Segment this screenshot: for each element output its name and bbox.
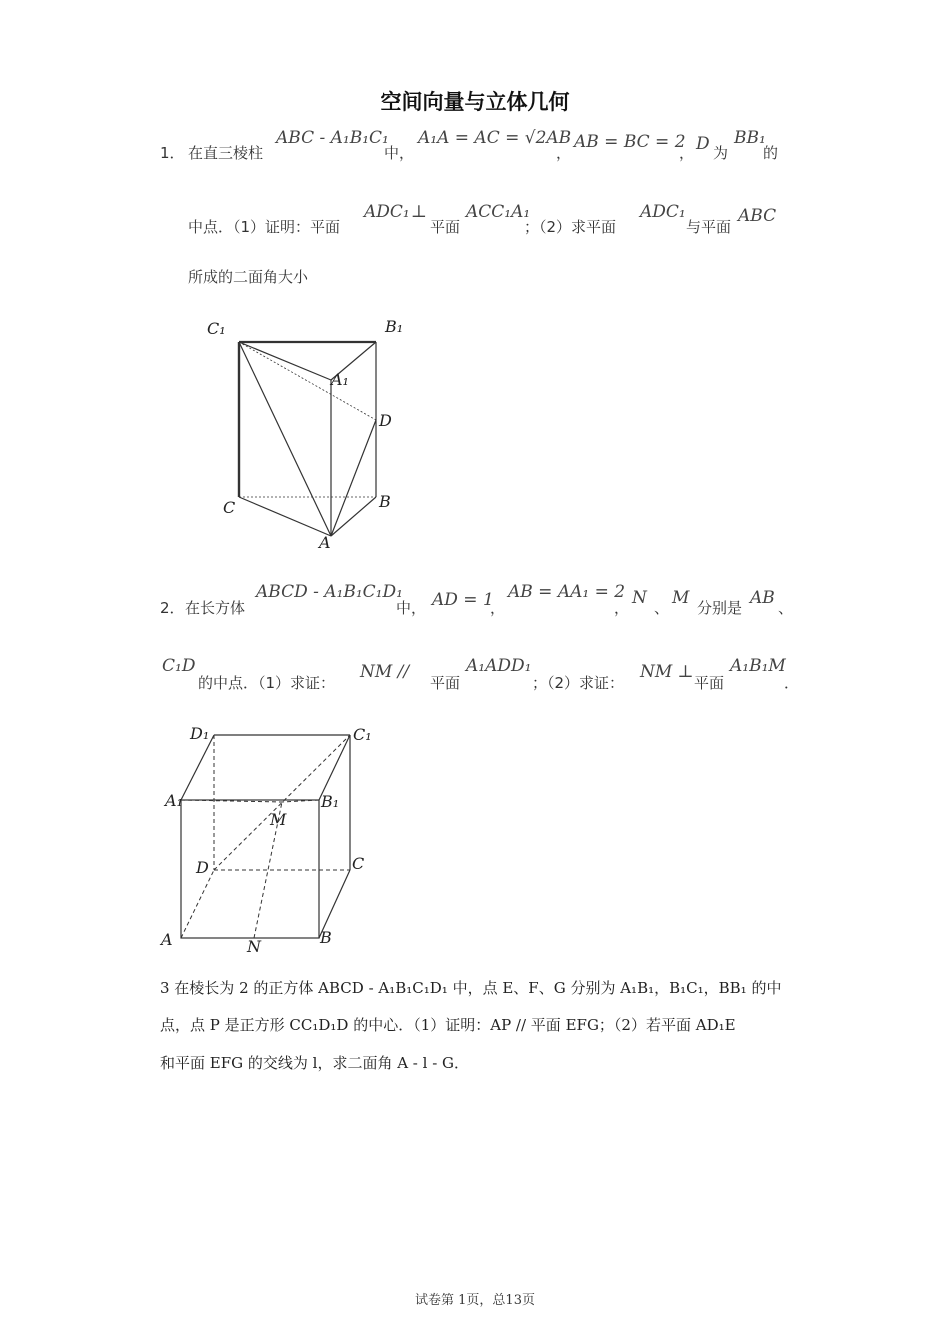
q1-math-ab-bc: AB = BC = 2 <box>574 132 686 152</box>
edge-c1-b1 <box>319 735 350 800</box>
q2-math-plane-a1b1m: A₁B₁M <box>730 656 786 676</box>
edge-c1-a <box>239 342 331 536</box>
q1-text-5: 为 <box>713 144 729 162</box>
label-d: D <box>196 858 209 877</box>
label-c: C <box>352 854 365 873</box>
q1-math-d: D <box>696 134 710 154</box>
q2-number: 2． <box>160 599 185 617</box>
label-a1: A₁ <box>165 791 183 810</box>
edge-a-d <box>331 420 376 536</box>
q2-text-7: 、 <box>778 599 794 617</box>
q2-math-n: N <box>632 588 647 608</box>
label-d: D <box>379 411 392 430</box>
q2-math-plane-a1add1: A₁ADD₁ <box>466 656 532 676</box>
q2-text-9: 平面 <box>430 674 461 692</box>
edge-c-a <box>239 497 331 536</box>
q1-text-1: 在直三棱柱 <box>188 144 264 162</box>
label-c1: C₁ <box>207 319 226 338</box>
q1-text-10: 与平面 <box>686 218 732 236</box>
q2-text-4: ， <box>614 599 630 617</box>
q2-math-ad: AD = 1 <box>432 590 494 610</box>
q3-line-3: 和平面 EFG 的交线为 l，求二面角 A - l - G． <box>160 1054 470 1072</box>
label-n: N <box>247 937 261 956</box>
label-b: B <box>320 928 332 947</box>
label-d1: D₁ <box>190 724 210 743</box>
q2-text-11: 平面 <box>694 674 725 692</box>
q2-math-m: M <box>672 588 690 608</box>
q2-text-5: 、 <box>654 599 670 617</box>
label-b1: B₁ <box>321 792 340 811</box>
q1-math-plane-adc1: ADC₁ <box>364 202 410 222</box>
label-b1: B₁ <box>385 317 404 336</box>
q2-text-12: ． <box>784 674 800 692</box>
q1-text-8: 平面 <box>430 218 461 236</box>
q1-math-plane-abc: ABC <box>738 206 777 226</box>
q1-math-lengths: A₁A = AC = √2AB <box>418 128 572 148</box>
q1-text-11: 所成的二面角大小 <box>188 268 309 286</box>
q2-math-c1d: C₁D <box>162 656 196 676</box>
label-a: A <box>161 930 173 949</box>
q1-text-2: 中， <box>384 144 415 162</box>
q3-line-2: 点，点 P 是正方形 CC₁D₁D 的中心．（1）证明：AP // 平面 EFG；（2）若平面 AD₁E <box>160 1016 736 1034</box>
q1-text-7: 中点．（1）证明：平面 <box>188 218 341 236</box>
label-a1: A₁ <box>331 370 349 389</box>
q2-math-nm-perp: NM ⊥ <box>640 662 694 682</box>
page-footer: 试卷第 1页，总13页 <box>415 1293 535 1308</box>
q2-text-8: 的中点．（1）求证： <box>198 674 336 692</box>
q2-text-3: ， <box>490 599 506 617</box>
label-c: C <box>223 498 236 517</box>
q1-math-plane-adc1-b: ADC₁ <box>640 202 686 222</box>
edge-a-d-hidden <box>181 870 214 938</box>
q2-text-2: 中， <box>396 599 427 617</box>
q1-text-3: ， <box>556 144 572 162</box>
label-m: M <box>270 810 287 829</box>
q2-text-6: 分别是 <box>697 599 743 617</box>
q2-text-10: ；（2）求证： <box>532 674 625 692</box>
edge-a-b <box>331 497 376 536</box>
page-title: 空间向量与立体几何 <box>380 90 570 114</box>
q1-math-plane-acc1a1: ACC₁A₁ <box>466 202 531 222</box>
label-b: B <box>379 492 391 511</box>
q1-math-bb1: BB₁ <box>734 128 766 148</box>
q1-prism-figure <box>195 310 425 555</box>
q2-math-box: ABCD - A₁B₁C₁D₁ <box>256 582 403 602</box>
edge-c1-d-hidden <box>239 342 376 420</box>
q1-text-6: 的 <box>763 144 779 162</box>
q2-math-nm-parallel: NM // <box>360 662 410 682</box>
q1-math-perp: ⊥ <box>411 202 427 222</box>
q1-math-prism: ABC - A₁B₁C₁ <box>276 128 389 148</box>
q1-text-4: ， <box>679 144 695 162</box>
edge-a1-d1 <box>181 735 214 800</box>
q3-line-1: 3 在棱长为 2 的正方体 ABCD - A₁B₁C₁D₁ 中，点 E、F、G 分别为 A₁B₁，B₁C₁，BB₁ 的中 <box>160 979 782 997</box>
edge-c1-a1 <box>239 342 331 380</box>
q1-text-9: ；（2）求平面 <box>524 218 617 236</box>
q1-number: 1． <box>160 144 185 162</box>
q2-math-ab: AB <box>750 588 775 608</box>
q2-math-ab-aa1: AB = AA₁ = 2 <box>508 582 626 602</box>
label-c1: C₁ <box>353 725 372 744</box>
q2-text-1: 在长方体 <box>185 599 246 617</box>
label-a: A <box>319 533 331 552</box>
q2-box-figure <box>155 715 385 960</box>
